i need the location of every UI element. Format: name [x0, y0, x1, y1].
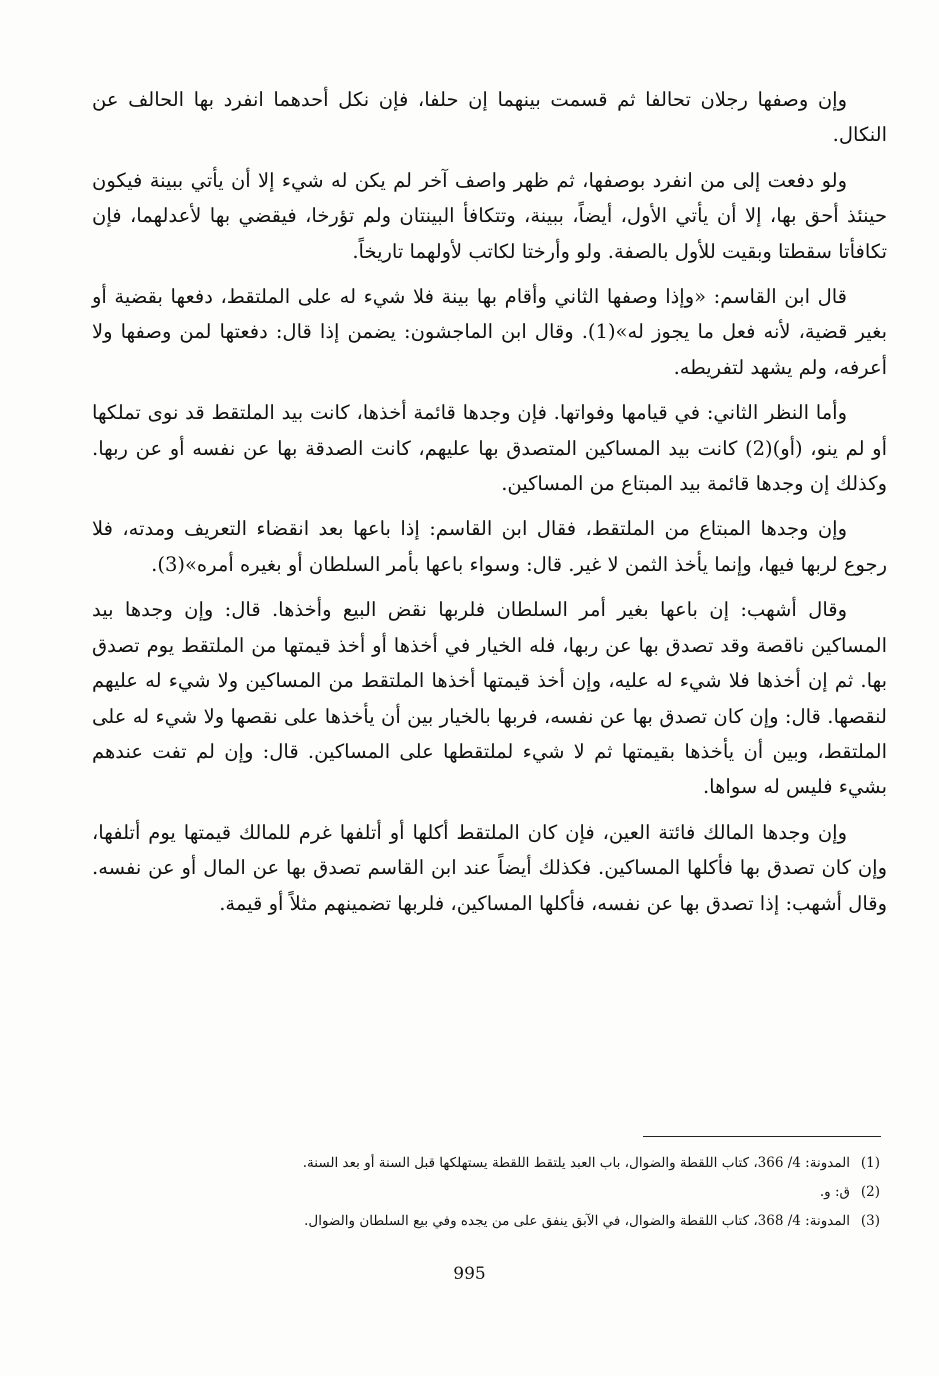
footnotes	[120, 1149, 880, 1236]
footnote-text: المدونة: 4/ 366، كتاب اللقطة والضوال، باب العبد يلتقط اللقطة يستهلكها قبل السنة أو بعد السنة.	[302, 1155, 850, 1171]
footnote-number: (1)	[860, 1155, 880, 1171]
page-number: 995	[453, 1264, 486, 1284]
paragraph: ولو دفعت إلى من انفرد بوصفها، ثم ظهر واصف آخر لم يكن له شيء إلا أن يأتي ببينة فيكون حينئذ أحق بها، إلا أن يأتي الأول، أيضاً، ببينة، وتتكافأ البينتان ولم تؤرخا، فيقضي بها لأعدلهما، فإن تكافأتا سقطتا وبقيت للأول بالصفة. ولو وأرختا لكاتب لأولهما تاريخاً.	[92, 168, 887, 263]
paragraph: وأما النظر الثاني: في قيامها وفواتها. فإن وجدها قائمة أخذها، كانت بيد الملتقط قد نوى تملكها أو لم ينو، (أو)(2) كانت بيد المساكين المتصدق بها عليهم، كانت الصدقة بها عن نفسه أو عن ربها. وكذلك إن وجدها قائمة بيد المبتاع من المساكين.	[92, 401, 887, 496]
footnote	[120, 1149, 880, 1178]
footnote-text: ق: و.	[819, 1184, 850, 1200]
footnote-text: المدونة: 4/ 368، كتاب اللقطة والضوال، في الآبق ينفق على من يجده وفي بيع السلطان والضوال.	[304, 1213, 850, 1229]
paragraph: قال ابن القاسم: «وإذا وصفها الثاني وأقام بها بينة فلا شيء له على الملتقط، دفعها بقضية أو بغير قضية، لأنه فعل ما يجوز له»(1). وقال ابن الماجشون: يضمن إذا قال: دفعتها لمن وصفها ولا أعرفه، ولم يشهد لتفريطه.	[92, 285, 887, 379]
paragraph: وإن وجدها المبتاع من الملتقط، فقال ابن القاسم: إذا باعها بعد انقضاء التعريف ومدته، فلا رجوع لربها فيها، وإنما يأخذ الثمن لا غير. قال: وسواء باعها بأمر السلطان أو بغيره أمره»(3).	[92, 517, 887, 576]
paragraph: وقال أشهب: إن باعها بغير أمر السلطان فلربها نقض البيع وأخذها. قال: وإن وجدها بيد المساكين ناقصة وقد تصدق بها عن ربها، فله الخيار في أخذها أو أخذ قيمتها من الملتقط يوم تصدق بها. ثم إن أخذها فلا شيء له عليه، وإن أخذ قيمتها أخذها الملتقط من المساكين ولا شيء له عليهم لنقصها. قال: وإن كان تصدق بها عن نفسه، فربها بالخيار بين أن يأخذها على نقصها ولا شيء له على الملتقط، وبين أن يأخذها بقيمتها ثم لا شيء لملتقطها على المساكين. قال: وإن لم تفت عندهم بشيء فليس له سواها.	[92, 598, 887, 799]
paragraph: وإن وصفها رجلان تحالفا ثم قسمت بينهما إن حلفا، فإن نكل أحدهما انفرد بها الحالف عن النكال.	[92, 88, 887, 147]
footnote-separator	[643, 1136, 881, 1137]
main-text	[92, 82, 887, 931]
paragraph: وإن وجدها المالك فائتة العين، فإن كان الملتقط أكلها أو أتلفها غرم للمالك قيمتها يوم أتلفها، وإن كان تصدق بها فأكلها المساكين. فكذلك أيضاً عند ابن القاسم تصدق بها عن المال أو عن نفسه. وقال أشهب: إذا تصدق بها عن نفسه، فأكلها المساكين، فلربها تضمينهم مثلاً أو قيمة.	[92, 820, 887, 915]
footnote-number: (2)	[860, 1184, 880, 1200]
footnote	[120, 1207, 880, 1236]
footnote-number: (3)	[860, 1213, 880, 1229]
footnote	[120, 1178, 880, 1207]
